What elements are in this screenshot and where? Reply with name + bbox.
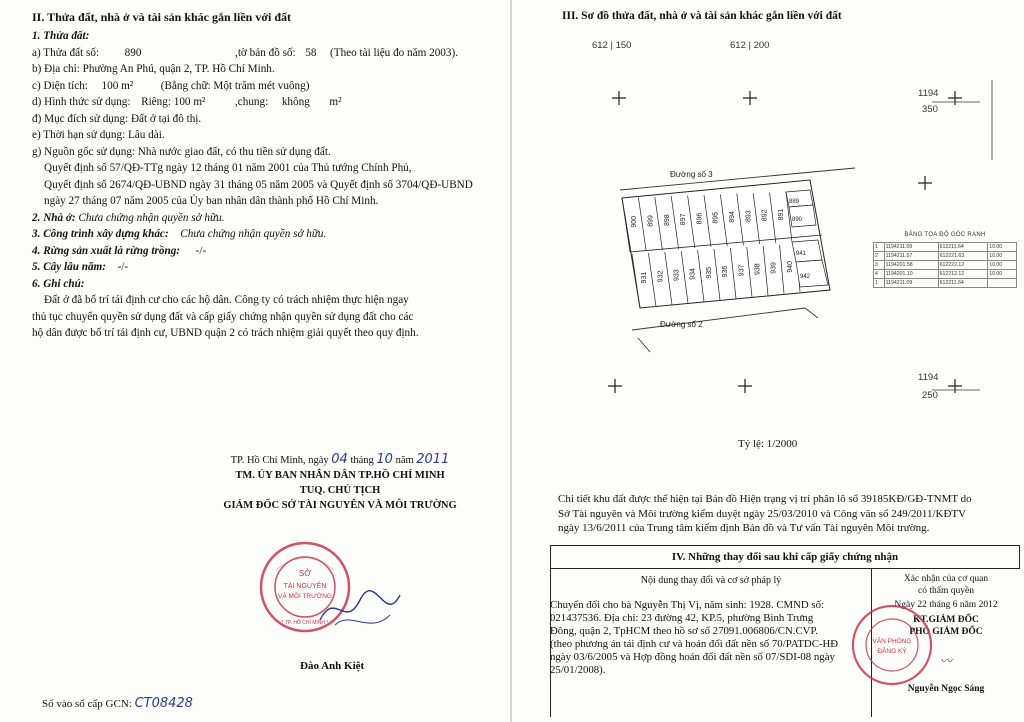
- map-scale: Tỷ lệ: 1/2000: [738, 438, 798, 450]
- confirm-sign-2: PHÓ GIÁM ĐỐC: [909, 627, 983, 637]
- coordinate-cell: 2: [874, 252, 885, 261]
- parcel-942: 942: [800, 274, 811, 280]
- sign-month: 10: [376, 452, 393, 467]
- detail-line-2: Sở Tài nguyên và Môi trường kiểm duyệt ngày 25/03/2010 và Công văn số 249/2011/KĐTV: [558, 507, 967, 520]
- parcel-number-line: a) Thửa đất số: 890 ,tờ bản đồ số: 58 (Theo tài liệu đo năm 2003).: [32, 46, 459, 59]
- parcel-label-top: 893: [745, 210, 753, 222]
- road-label-3: Đường số 3: [670, 170, 713, 179]
- parcel-label-bottom: 932: [657, 270, 665, 283]
- note-line-3: hộ dân được bố trí tái định cư, UBND quận 2 có trách nhiệm giải quyết theo quy định.: [32, 327, 419, 339]
- coordinate-row: [874, 270, 1017, 279]
- section-iii-title: III. Sơ đồ thửa đất, nhà ở và tài sản khác gắn liền với đất: [562, 10, 842, 22]
- detail-line-3: ngày 13/6/2011 của Trung tâm kiểm định Bản đồ và Tư vấn Tài nguyên Môi trường.: [558, 522, 930, 534]
- coordinate-row: [874, 261, 1017, 270]
- parcel-label-top: 899: [647, 215, 655, 227]
- coordinate-row: [874, 279, 1017, 288]
- parcel-label-bottom: 935: [705, 266, 713, 279]
- gcn-number: CT08428: [134, 696, 193, 711]
- parcel-label-bottom: 938: [754, 263, 762, 275]
- grid-label-right-top-a: 1194: [918, 88, 939, 99]
- sign-year: 2011: [416, 452, 450, 467]
- coordinate-cell: 1: [874, 243, 885, 252]
- changes-section: [550, 545, 1020, 717]
- coordinate-cell: 10.00: [988, 252, 1017, 261]
- area-line: c) Diện tích: 100 m² (Bằng chữ: Một trăm mét vuông): [32, 79, 310, 92]
- parcel-890: 890: [792, 217, 803, 223]
- map-sheet-number: 58: [305, 46, 317, 59]
- construction-line: 3. Công trình xây dựng khác: Chưa chứng nhận quyền sở hữu.: [32, 228, 327, 240]
- parcel-label-bottom: 936: [722, 265, 730, 278]
- forest-line: 4. Rừng sản xuất là rừng trồng: -/-: [32, 244, 207, 257]
- coordinate-table-title: BẢNG TỌA ĐỘ GÓC RANH: [904, 232, 986, 238]
- confirm-date: Ngày 22 tháng 6 năm 2012: [894, 600, 998, 610]
- grid-label-right-bottom-a: 1194: [918, 372, 939, 383]
- coordinate-cell: [988, 279, 1017, 288]
- svg-text:TÀI NGUYÊN: TÀI NGUYÊN: [283, 583, 327, 590]
- grid-label-right-top-b: 350: [922, 104, 938, 115]
- house-line: 2. Nhà ở: Chưa chứng nhận quyền sở hữu.: [32, 211, 225, 224]
- signature-scribble-left: [315, 580, 405, 640]
- signer-name: Đào Anh Kiệt: [300, 660, 365, 672]
- note-line-1: Đất ở đã bố trí tái định cư cho các hộ dân. Công ty có trách nhiệm thực hiện ngay: [44, 294, 409, 306]
- org-line-1: TM. ỦY BAN NHÂN DÂN TP.HỒ CHÍ MINH: [235, 470, 445, 481]
- gcn-number-line: Số vào sổ cấp GCN: CT08428: [42, 696, 193, 711]
- coordinate-cell: 3: [874, 261, 885, 270]
- usage-purpose-line: đ) Mục đích sử dụng: Đất ở tại đô thị.: [32, 112, 202, 125]
- note-line-2: thủ tục chuyển quyền sử dụng đất và cấp giấy chứng nhận quyền sử dụng đất cho các: [32, 310, 414, 323]
- coordinate-cell: 1194211.57: [884, 252, 938, 261]
- parcel-label-bottom: 937: [738, 264, 746, 277]
- coordinate-cell: 612211.64: [938, 243, 988, 252]
- parcel-label-top: 898: [663, 214, 671, 226]
- road-label-2: Đường số 2: [660, 320, 703, 329]
- coordinate-cell: 612221.63: [938, 252, 988, 261]
- parcel-label-bottom: 933: [673, 269, 681, 281]
- coordinate-cell: 10.00: [988, 261, 1017, 270]
- decision-line-1: Quyết định số 57/QĐ-TTg ngày 12 tháng 01 năm 2001 của Thủ tướng Chính Phủ,: [44, 162, 412, 174]
- confirm-head-1: Xác nhận của cơ quan: [903, 574, 989, 584]
- coordinate-cell: 10.00: [988, 270, 1017, 279]
- coordinate-cell: 4: [874, 270, 885, 279]
- coordinate-row: [874, 243, 1017, 252]
- parcel-label-top: 895: [712, 211, 720, 224]
- section-iv-title: IV. Những thay đổi sau khi cấp giấy chứng nhận: [550, 545, 1020, 569]
- svg-text:ĐĂNG KÝ: ĐĂNG KÝ: [877, 648, 907, 655]
- decision-line-3: ngày 27 tháng 07 năm 2005 của Ủy ban nhân dân thành phố Hồ Chí Minh.: [44, 195, 379, 207]
- parcel-label-top: 896: [696, 212, 704, 225]
- coordinate-cell: 10.00: [988, 243, 1017, 252]
- coordinate-cell: 612222.12: [938, 261, 988, 270]
- address-line: b) Địa chỉ: Phường An Phú, quận 2, TP. Hồ Chí Minh.: [32, 63, 275, 75]
- coordinate-cell: 1194201.58: [884, 261, 938, 270]
- coordinate-cell: 1: [874, 279, 885, 288]
- notes-title: 6. Ghi chú:: [32, 277, 85, 290]
- decision-line-2: Quyết định số 2674/QĐ-UBND ngày 31 tháng 05 năm 2005 và Quyết định số 3704/QĐ-UBND: [44, 178, 473, 191]
- parcel-label-bottom: 939: [770, 262, 778, 274]
- grid-label-right-bottom-b: 250: [922, 390, 938, 401]
- detail-line-1: Chi tiết khu đất được thể hiện tại Bản đồ Hiện trạng vị trí phân lô số 39185KĐ/GĐ-TNMT do: [558, 493, 972, 505]
- sign-day: 04: [331, 452, 348, 467]
- coordinate-row: [874, 252, 1017, 261]
- parcel-label-bottom: 940: [786, 260, 794, 273]
- coordinate-cell: 1194211.09: [884, 243, 938, 252]
- signature-block: [180, 452, 500, 513]
- area-value: 100 m²: [101, 79, 134, 92]
- coordinate-cell: 1194201.10: [884, 270, 938, 279]
- confirm-head-2: có thẩm quyền: [918, 586, 974, 596]
- svg-text:* TP. HỒ CHÍ MINH *: * TP. HỒ CHÍ MINH *: [281, 620, 329, 626]
- parcel-label-bottom: 934: [689, 268, 697, 280]
- coordinate-cell: 1194211.09: [884, 279, 938, 288]
- parcel-label-top: 891: [777, 208, 785, 221]
- land-info-section: [32, 10, 502, 343]
- confirm-sign-1: KT.GIÁM ĐỐC: [913, 615, 979, 625]
- usage-origin-line: g) Nguồn gốc sử dụng: Nhà nước giao đất, có thu tiền sử dụng đất.: [32, 145, 331, 158]
- org-line-3: GIÁM ĐỐC SỞ TÀI NGUYÊN VÀ MÔI TRƯỜNG: [223, 500, 457, 511]
- org-line-2: TUQ. CHỦ TỊCH: [299, 485, 381, 496]
- coordinate-table: [873, 232, 1017, 288]
- svg-text:VÀ MÔI TRƯỜNG: VÀ MÔI TRƯỜNG: [278, 593, 332, 600]
- parcel-889: 889: [789, 199, 800, 205]
- changes-column-header: Nội dung thay đổi và cơ sở pháp lý: [640, 575, 782, 586]
- detail-paragraph: [558, 492, 1020, 536]
- red-seal-stamp-right: [850, 603, 934, 687]
- page-fold: [510, 0, 512, 722]
- changes-body: Chuyển đổi cho bà Nguyễn Thị Vị, năm sinh: 1928. CMND số: 021437536. Địa chỉ: 23 đường 42, KP.5, phường Bình Trưng Đông, quận 2, TpHCM theo hồ sơ số 27091.006806/CN.CVP. (theo phương án tái định cư và hoán đổi đất nền số 70/PATDC-HĐ ngày 03/6/2005 và Hợp đồng hoán đổi đất nền số 07/SDI-08 ngày 25/01/2008).: [550, 599, 839, 676]
- parcel-label-top: 897: [680, 213, 688, 226]
- parcel-label-top: 900: [631, 215, 639, 228]
- svg-text:SỞ: SỞ: [298, 569, 312, 578]
- svg-text:VĂN PHÒNG: VĂN PHÒNG: [872, 638, 912, 645]
- grid-label-top-1: 612 | 150: [592, 40, 632, 51]
- parcel-subtitle: 1. Thửa đất:: [32, 30, 90, 42]
- parcel-label-top: 892: [761, 209, 769, 222]
- signature-scribble-right: 〰: [939, 654, 952, 668]
- perennial-line: 5. Cây lâu năm: -/-: [32, 261, 129, 273]
- parcel-number: 890: [124, 46, 142, 59]
- parcel-941: 941: [796, 251, 807, 257]
- sign-date: TP. Hồ Chí Minh, ngày 04 tháng 10 năm 2011: [230, 452, 450, 467]
- parcel-label-top: 894: [728, 211, 736, 223]
- section-ii-title: II. Thửa đất, nhà ở và tài sản khác gắn liền với đất: [32, 10, 292, 24]
- coordinate-grid: [873, 242, 1017, 288]
- parcel-label-bottom: 931: [641, 271, 649, 284]
- grid-label-top-2: 612 | 200: [730, 40, 770, 51]
- coordinate-cell: 612211.64: [938, 279, 988, 288]
- usage-form-line: d) Hình thức sử dụng: Riêng: 100 m² ,chung: không m²: [32, 96, 342, 108]
- coordinate-cell: 612212.12: [938, 270, 988, 279]
- confirm-signer: Nguyễn Ngọc Sáng: [907, 684, 985, 694]
- usage-term-line: e) Thời hạn sử dụng: Lâu dài.: [32, 129, 165, 141]
